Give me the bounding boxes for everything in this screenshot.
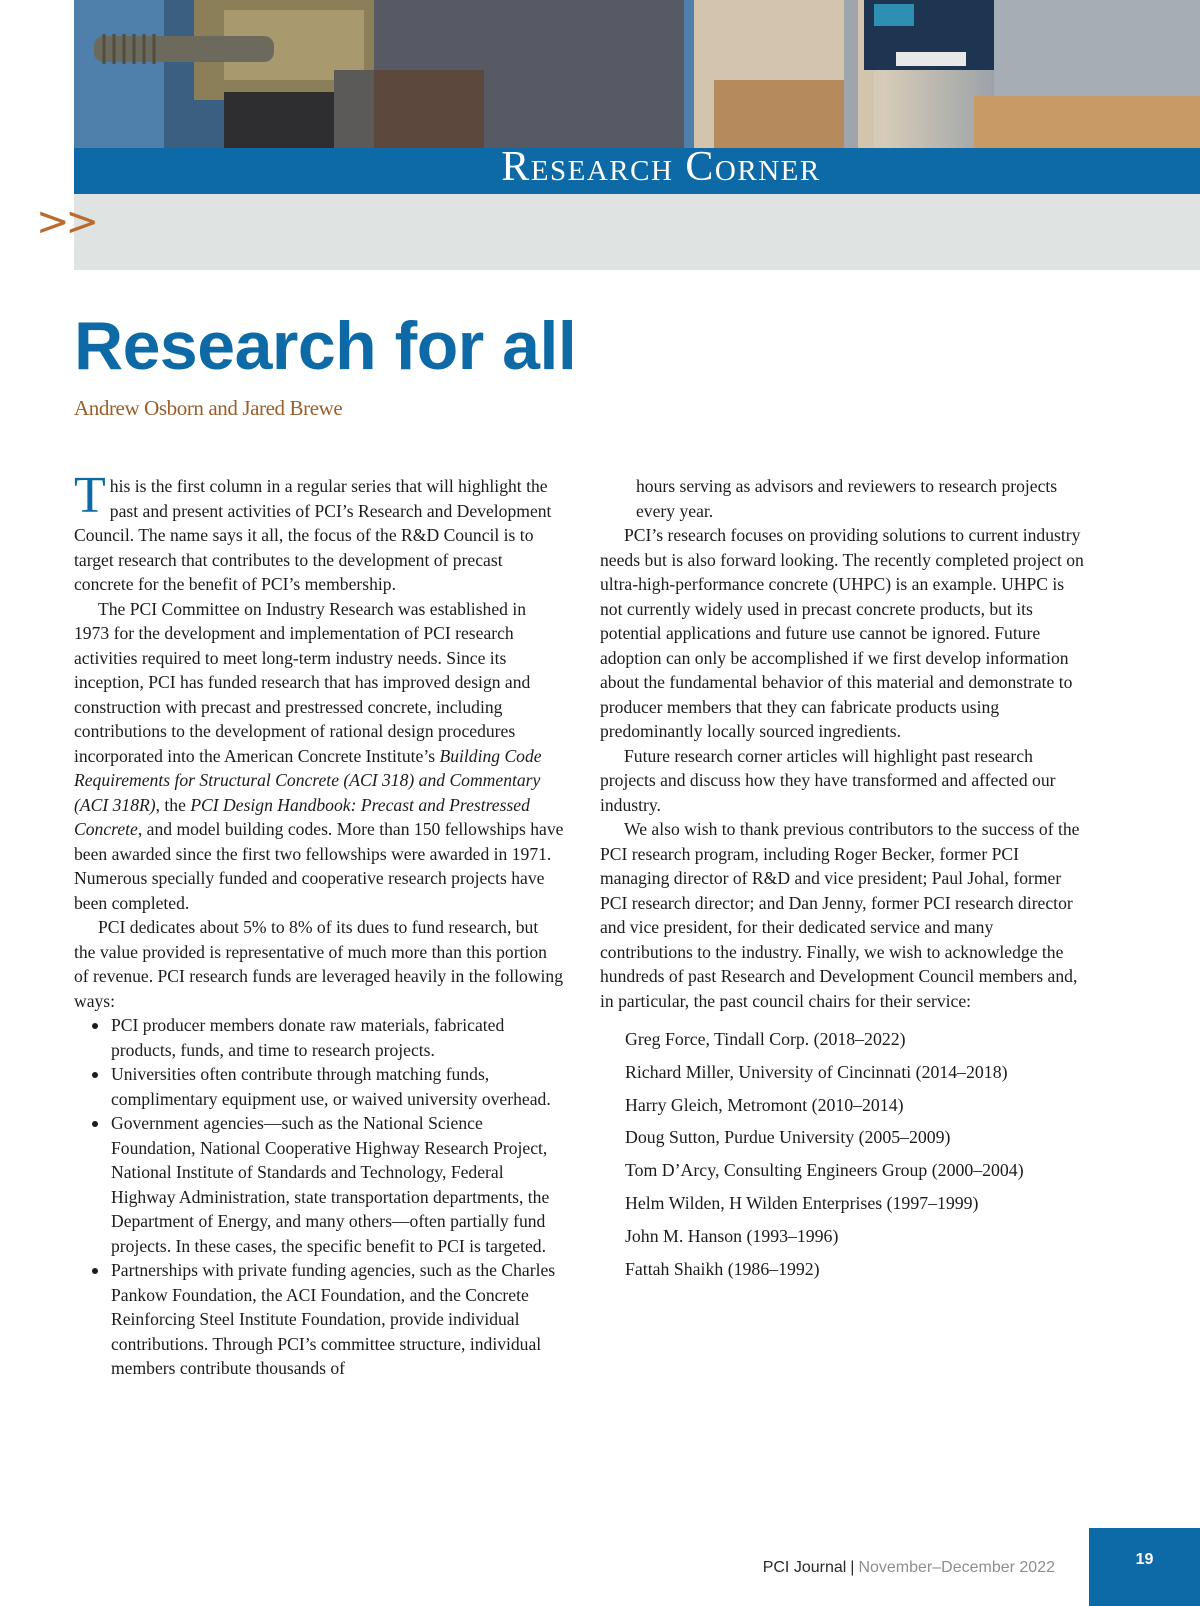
list-item: Greg Force, Tindall Corp. (2018–2022): [625, 1029, 906, 1049]
drop-cap: T: [74, 467, 106, 524]
paragraph-thanks: We also wish to thank previous contributors to the success of the PCI research program, including Roger Becker, former PCI managing director of R&D and vice president; Paul Johal, former PCI research director; and Dan Jenny, former PCI research director and vice president, for their dedicated service and many contributions to the industry. Finally, we wish to acknowledge the hundreds of past Research and Development Council members and, in particular, the past council chairs for their service:: [600, 819, 1080, 1011]
list-item: Partnerships with private funding agencies, such as the Charles Pankow Foundation, the ACI Foundation, and the Concrete Reinforcing Steel Institute Foundation, provide individual contributions. Through PCI’s committee structure, individual members contribute thousands of: [74, 1258, 564, 1381]
chevron-right-icon: >>: [36, 199, 96, 245]
list-item: John M. Hanson (1993–1996): [625, 1225, 839, 1246]
paragraph-future: Future research corner articles will highlight past research projects and discuss how they have transformed and affected our industry.: [600, 745, 1056, 815]
test-machine-illustration: [74, 0, 1200, 148]
list-item: Harry Gleich, Metromont (2010–2014): [625, 1094, 904, 1115]
council-chairs-list: [600, 1023, 1090, 1285]
list-item: Tom D’Arcy, Consulting Engineers Group (2000–2004): [625, 1160, 1024, 1181]
page-footer: [763, 1559, 1055, 1577]
right-column: [600, 474, 1090, 1285]
journal-name: PCI Journal: [762, 1559, 847, 1576]
publication-title-handbook: PCI Design Handbook: Precast and Prestressed Concrete: [74, 794, 530, 839]
footer-separator: |: [850, 1559, 855, 1576]
paragraph-intro: This is the first column in a regular series that will highlight the past and present activities of PCI’s Research and Development Council. The name says it all, the focus of the R&D Council is to target research that contributes to the development of precast concrete for the benefit of PCI’s membership.: [74, 467, 552, 594]
list-item: Government agencies—such as the National Science Foundation, National Cooperative Highway Research Project, National Institute of Standards and Technology, Federal Highway Administration, state transportation departments, the Department of Energy, and many others—often partially fund projects. In these cases, the specific benefit to PCI is targeted.: [74, 1111, 564, 1258]
section-banner: [74, 144, 1200, 194]
header-gray-band: [74, 194, 1200, 270]
header-photo: [74, 0, 1200, 148]
section-title: Research Corner: [501, 144, 821, 190]
list-item: PCI producer members donate raw materials, fabricated products, funds, and time to research projects.: [74, 1013, 564, 1062]
page-number: 19: [1089, 1528, 1200, 1606]
list-item: Fattah Shaikh (1986–1992): [625, 1258, 820, 1279]
paragraph-uhpc: PCI’s research focuses on providing solutions to current industry needs but is also forward looking. The recently completed project on ultra-high-performance concrete (UHPC) is an example. UHPC is not currently widely used in precast concrete products, but its potential applications and future use cannot be ignored. Future adoption can only be accomplished if we first develop information about the fundamental behavior of this material and demonstrate to producer members that they can fabricate products using predominantly locally sourced ingredients.: [600, 525, 1084, 741]
issue-date: November–December 2022: [858, 1559, 1055, 1576]
left-column: [74, 467, 564, 1381]
paragraph-committee: The PCI Committee on Industry Research was established in 1973 for the development and implementation of PCI research activities required to meet long-term industry needs. Since its inception, PCI has funded research that has improved design and construction with precast and prestressed concrete, including contributions to the development of rational design procedures incorporated into the American Concrete Institute’s Building Code Requirements for Structural Concrete (ACI 318) and Commentary (ACI 318R), the PCI Design Handbook: Precast and Prestressed Concrete, and model building codes. More than 150 fellowships have been awarded since the first two fellowships were awarded in 1971. Numerous specially funded and cooperative research projects have been completed.: [74, 598, 564, 913]
paragraph-dues: PCI dedicates about 5% to 8% of its dues to fund research, but the value provided is representative of much more than this portion of revenue. PCI research funds are leveraged heavily in the following ways:: [74, 917, 564, 1011]
list-item: Helm Wilden, H Wilden Enterprises (1997–1999): [625, 1192, 979, 1213]
article-byline: Andrew Osborn and Jared Brewe: [74, 396, 343, 420]
list-item: Universities often contribute through matching funds, complimentary equipment use, or waived university overhead.: [74, 1062, 564, 1111]
list-item: Doug Sutton, Purdue University (2005–2009): [625, 1127, 951, 1148]
paragraph-continued: hours serving as advisors and reviewers to research projects every year.: [636, 476, 1058, 521]
list-item: Richard Miller, University of Cincinnati (2014–2018): [625, 1061, 1008, 1082]
publication-title-aci: Building Code Requirements for Structural Concrete (ACI 318) and Commentary (ACI 318R): [74, 745, 542, 815]
funding-bullet-list: [74, 1013, 564, 1381]
article-title: Research for all: [74, 308, 577, 384]
